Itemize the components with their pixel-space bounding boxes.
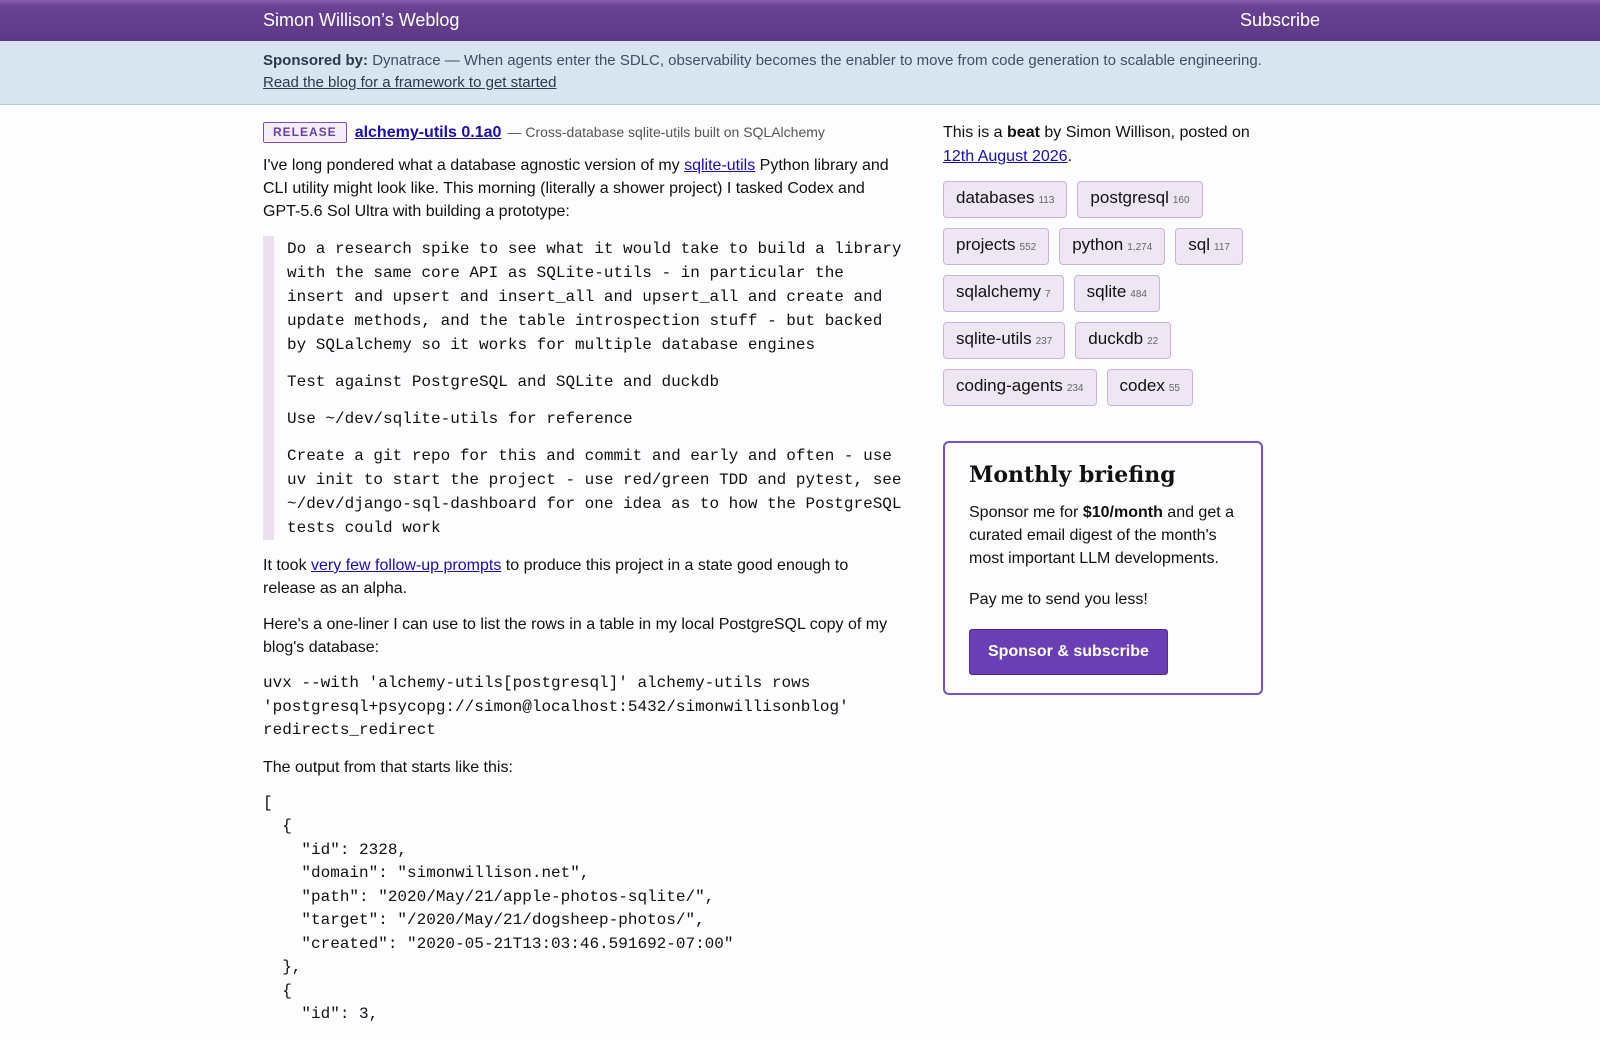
followup-text: It took (263, 557, 312, 574)
intro-text: I've long pondered what a database agnostic version of my (263, 157, 685, 174)
briefing-price: $10/month (1082, 504, 1163, 521)
beat-text: This is a (943, 124, 1008, 141)
tag-count: 552 (1019, 242, 1037, 253)
followup-text-end: to produce this project in a state good enough to release as an alpha. (263, 557, 849, 597)
tag-sqlalchemy[interactable] (943, 275, 1064, 312)
briefing-tagline: Pay me to send you less! (969, 591, 1148, 608)
quote-paragraph: Test against PostgreSQL and SQLite and duckdb (287, 373, 720, 391)
post-date-link[interactable]: 12th August 2026 (943, 148, 1068, 165)
tag-name: projects (956, 235, 1016, 254)
release-badge: RELEASE (263, 122, 347, 143)
intro-paragraph (263, 154, 903, 223)
sponsor-label: Sponsored by: (263, 52, 369, 69)
tag-count: 234 (1066, 383, 1084, 394)
sponsor-subscribe-button[interactable]: Sponsor & subscribe (969, 629, 1168, 675)
monthly-briefing-box (943, 441, 1263, 695)
tag-count: 1,274 (1127, 242, 1153, 253)
briefing-description (969, 501, 1238, 570)
tag-count: 160 (1172, 195, 1190, 206)
tag-list (943, 181, 1263, 416)
beat-word: beat (1007, 124, 1040, 141)
tag-name: duckdb (1088, 329, 1144, 348)
beat-intro (943, 121, 1263, 169)
followup-paragraph (263, 554, 903, 600)
sponsor-banner (0, 41, 1600, 105)
tag-count: 55 (1168, 383, 1180, 394)
tag-postgresql[interactable] (1077, 181, 1202, 218)
tag-name: codex (1119, 376, 1165, 395)
tag-count: 484 (1130, 289, 1147, 300)
sponsor-text: Dynatrace — When agents enter the SDLC, observability becomes the enabler to move from code generation to scalable engineering. (372, 52, 1262, 69)
tag-count: 237 (1035, 336, 1053, 347)
subscribe-link[interactable]: Subscribe (1239, 10, 1320, 30)
tag-count: 22 (1147, 336, 1159, 347)
sponsor-link[interactable]: Read the blog for a framework to get started (263, 74, 557, 91)
briefing-text: Sponsor me for (969, 504, 1083, 521)
tag-python[interactable] (1059, 228, 1165, 265)
oneliner-paragraph: Here's a one-liner I can use to list the rows in a table in my local PostgreSQL copy of my blog's database: (263, 616, 888, 656)
tag-name: databases (956, 188, 1035, 207)
sqlite-utils-link[interactable]: sqlite-utils (684, 157, 756, 174)
tag-sql[interactable] (1175, 228, 1243, 265)
sidebar (943, 121, 1263, 695)
tag-codex[interactable] (1107, 369, 1194, 406)
tag-name: python (1072, 235, 1124, 254)
tag-sqlite[interactable] (1074, 275, 1160, 312)
tag-count: 7 (1045, 289, 1051, 300)
tag-name: sql (1188, 235, 1211, 254)
beat-text-middle: by Simon Willison, posted on (1039, 124, 1250, 141)
tag-duckdb[interactable] (1075, 322, 1171, 359)
tag-coding-agents[interactable] (943, 369, 1097, 406)
release-description: — Cross-database sqlite-utils built on SQLAlchemy (507, 124, 825, 140)
command-code-block: uvx --with 'alchemy-utils[postgresql]' alchemy-utils rows 'postgresql+psycopg://simon@localhost:5432/simonwillisonblog' redirects_redirect (263, 674, 849, 739)
intro-text-end: Python library and CLI utility might look like. This morning (literally a shower project) I tasked Codex and GPT-5.6 Sol Ultra with building a prototype: (263, 157, 889, 220)
tag-databases[interactable] (943, 181, 1067, 218)
tag-name: coding-agents (956, 376, 1063, 395)
post-body (263, 121, 903, 1040)
quote-paragraph: Create a git repo for this and commit and early and often - use uv init to start the project - use red/green TDD and pytest, see ~/dev/django-sql-dashboard for one idea as to how the PostgreSQL tests could work (287, 447, 902, 537)
site-title-link[interactable]: Simon Willison’s Weblog (263, 10, 460, 30)
tag-name: postgresql (1090, 188, 1169, 207)
beat-text-end: . (1067, 148, 1073, 165)
release-link[interactable]: alchemy-utils 0.1a0 (354, 124, 502, 141)
output-code-block: [ { "id": 2328, "domain": "simonwillison.net", "path": "2020/May/21/apple-photos-sqlite/", "target": "/2020/May/21/dogsheep-photos/", "created": "2020-05-21T13:03:46.591692-07:00" }, { "id": 3, (263, 793, 734, 1023)
briefing-title: Monthly briefing (969, 462, 1176, 488)
quote-paragraph: Use ~/dev/sqlite-utils for reference (287, 410, 633, 428)
quote-paragraph: Do a research spike to see what it would take to build a library with the same core API as SQLite-utils - in particular the insert and upsert and insert_all and upsert_all and create and update methods, and the table introspection stuff - but backed by SQLalchemy so it works for multiple database engines (287, 240, 902, 354)
tag-projects[interactable] (943, 228, 1049, 265)
release-heading (263, 121, 903, 144)
tag-name: sqlite (1086, 282, 1127, 301)
followup-prompts-link[interactable]: very few follow-up prompts (311, 557, 502, 574)
tag-count: 113 (1038, 195, 1055, 206)
briefing-text-end: and get a curated email digest of the month's most important LLM developments. (969, 504, 1235, 567)
tag-name: sqlalchemy (956, 282, 1042, 301)
tag-sqlite-utils[interactable] (943, 322, 1065, 359)
prompt-quote (263, 236, 903, 540)
tag-name: sqlite-utils (956, 329, 1032, 348)
site-header (0, 0, 1600, 41)
tag-count: 117 (1214, 242, 1230, 253)
output-intro-paragraph: The output from that starts like this: (263, 758, 513, 776)
